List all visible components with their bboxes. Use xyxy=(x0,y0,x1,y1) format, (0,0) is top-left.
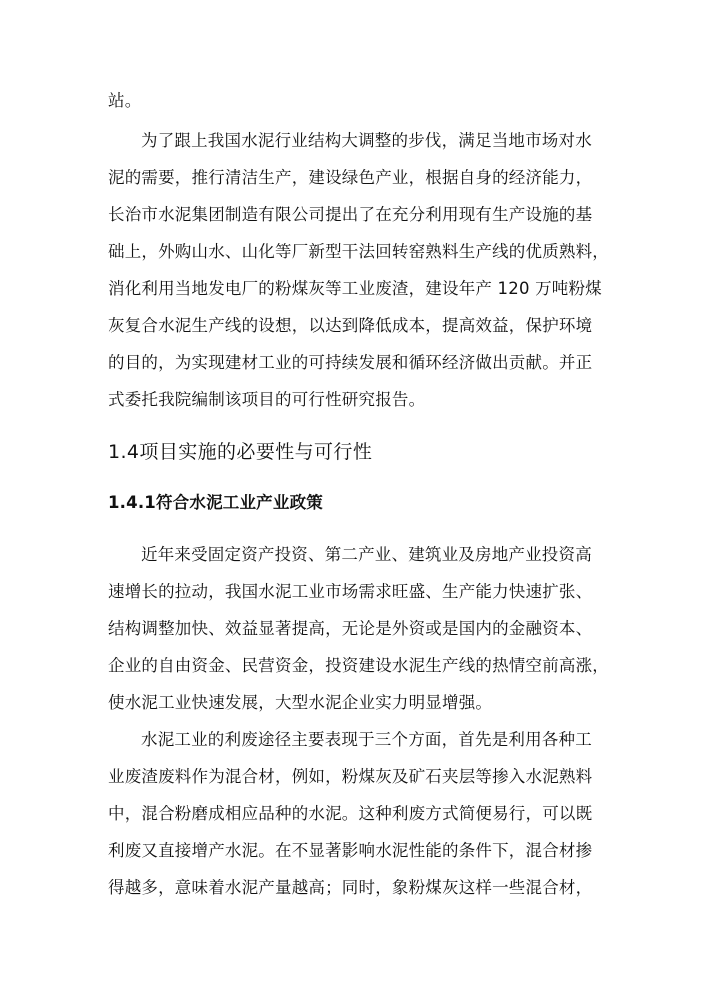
paragraph-line: 础上，外购山水、山化等厂新型干法回转窑熟料生产线的优质熟料， xyxy=(108,242,609,261)
paragraph-line: 得越多，意味着水泥产量越高；同时，象粉煤灰这样一些混合材， xyxy=(108,878,593,897)
paragraph-line: 消化利用当地发电厂的粉煤灰等工业废渣，建设年产 120 万吨粉煤 xyxy=(108,279,602,298)
paragraph-line: 利废又直接增产水泥。在不显著影响水泥性能的条件下，混合材掺 xyxy=(108,841,593,860)
paragraph-line: 企业的自由资金、民营资金，投资建设水泥生产线的热情空前高涨， xyxy=(108,656,609,675)
paragraph-line: 站。 xyxy=(108,91,142,110)
subsection-heading-1-4-1: 1.4.1符合水泥工业产业政策 xyxy=(108,493,323,512)
paragraph-line: 式委托我院编制该项目的可行性研究报告。 xyxy=(108,390,426,409)
paragraph-line: 水泥工业的利废途径主要表现于三个方面，首先是利用各种工 xyxy=(141,730,592,749)
paragraph-line: 结构调整加快、效益显著提高，无论是外资或是国内的金融资本、 xyxy=(108,619,593,638)
paragraph-line: 灰复合水泥生产线的设想，以达到降低成本，提高效益，保护环境 xyxy=(108,316,593,335)
paragraph-line: 为了跟上我国水泥行业结构大调整的步伐，满足当地市场对水 xyxy=(141,131,592,150)
paragraph-line: 泥的需要，推行清洁生产，建设绿色产业，根据自身的经济能力， xyxy=(108,168,593,187)
paragraph-line: 中，混合粉磨成相应品种的水泥。这种利废方式简便易行，可以既 xyxy=(108,804,593,823)
paragraph-line: 速增长的拉动，我国水泥工业市场需求旺盛、生产能力快速扩张、 xyxy=(108,582,593,601)
paragraph-line: 使水泥工业快速发展，大型水泥企业实力明显增强。 xyxy=(108,693,493,712)
section-heading-1-4: 1.4项目实施的必要性与可行性 xyxy=(108,441,373,463)
paragraph-line: 业废渣废料作为混合材，例如，粉煤灰及矿石夹层等掺入水泥熟料 xyxy=(108,767,593,786)
paragraph-line: 长治市水泥集团制造有限公司提出了在充分利用现有生产设施的基 xyxy=(108,205,593,224)
paragraph-line: 的目的，为实现建材工业的可持续发展和循环经济做出贡献。并正 xyxy=(108,353,593,372)
paragraph-line: 近年来受固定资产投资、第二产业、建筑业及房地产业投资高 xyxy=(141,545,592,564)
